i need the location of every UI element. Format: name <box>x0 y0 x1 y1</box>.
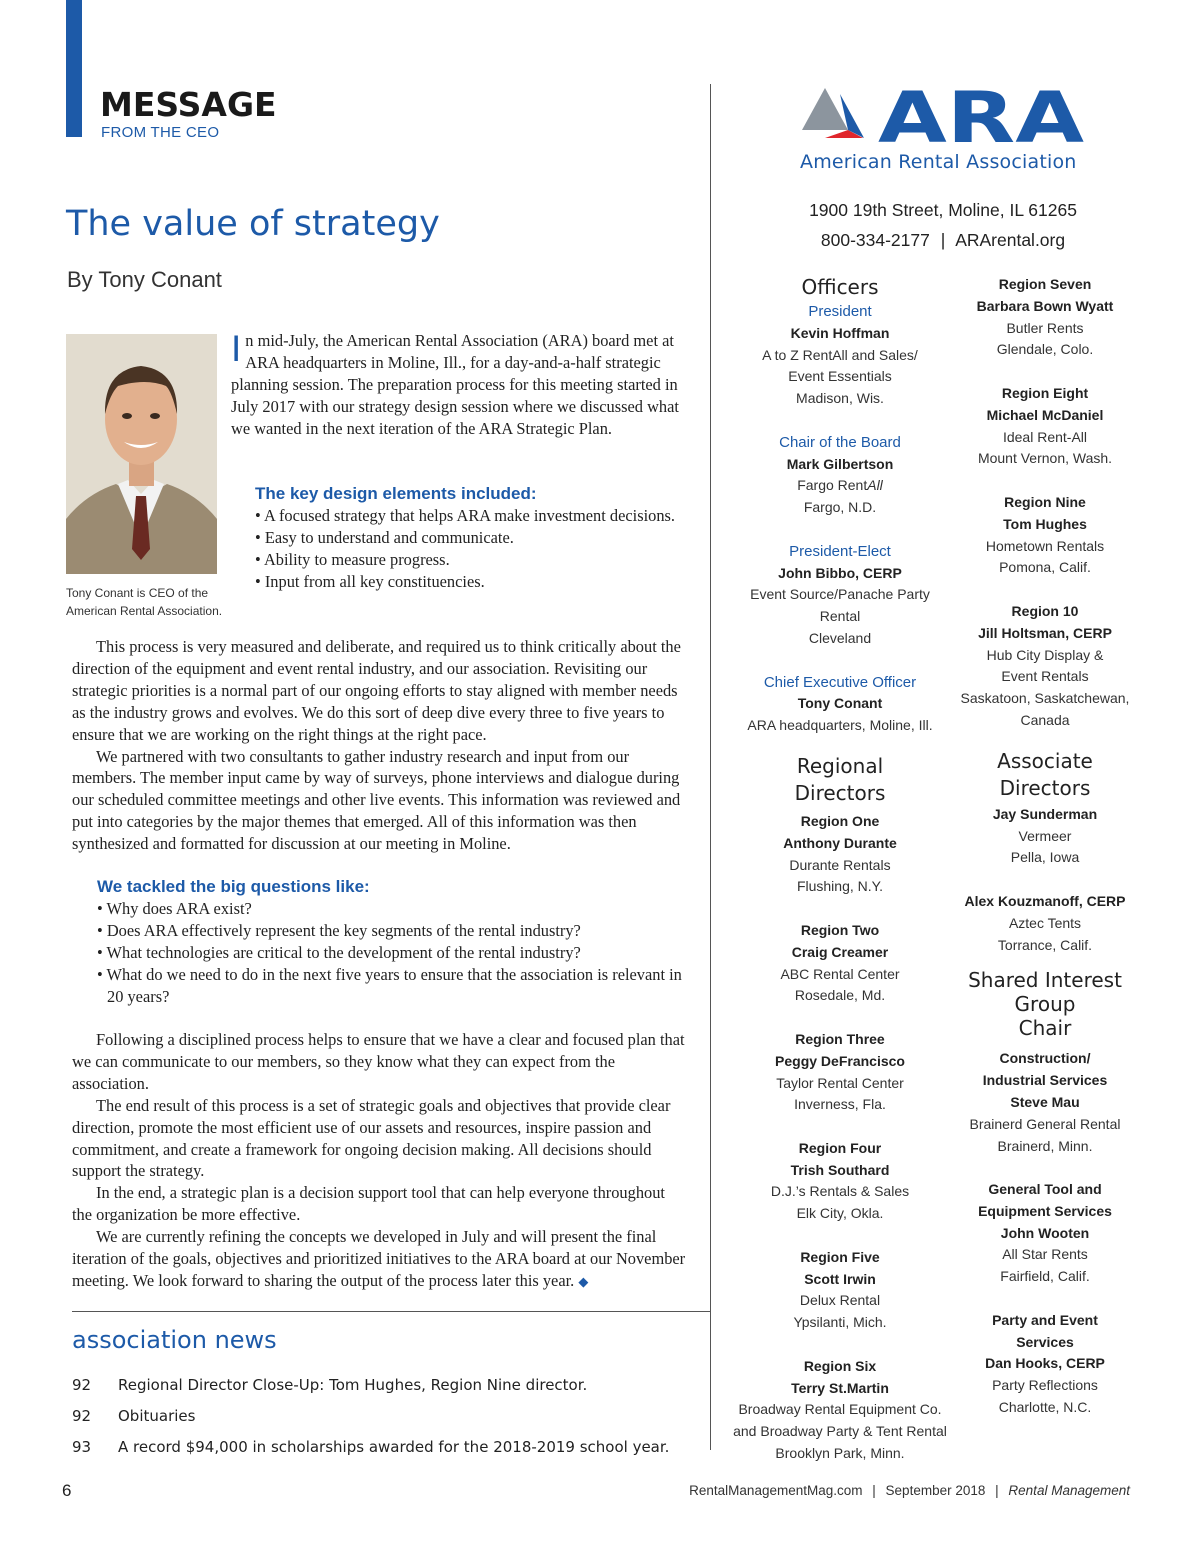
key-elements-list <box>255 505 685 593</box>
director-company: Butler Rents <box>1006 319 1084 336</box>
author-photo <box>66 334 217 574</box>
director-company: Hometown Rentals <box>985 537 1105 554</box>
article-byline: By Tony Conant <box>67 267 222 292</box>
ara-address: 1900 19th Street, Moline, IL 61265 <box>809 200 1077 220</box>
company-part-italic: All <box>867 477 883 494</box>
news-list <box>72 1369 702 1462</box>
director-city: Inverness, Fla. <box>794 1096 886 1113</box>
director-name: Craig Creamer <box>791 943 889 960</box>
logo-triangle-gray <box>802 88 848 130</box>
key-elements-heading: The key design elements included: <box>255 484 537 503</box>
officers-title: Officers <box>801 275 879 299</box>
section-divider <box>72 1311 710 1312</box>
intro-text: n mid-July, the American Rental Association (ARA) board met at ARA headquarters in Moline, Ill., for a day-and-a-half strategic planning session. The preparation process for this meeting started in July 2017 with our strategy design session where we discussed what we wanted in the next iteration of the ARA Strategic Plan. <box>231 331 679 438</box>
sig-city: Brainerd, Minn. <box>997 1137 1093 1154</box>
footer-info <box>689 1483 1130 1498</box>
director-city: Elk City, Okla. <box>796 1205 884 1222</box>
officer-role: Chair of the Board <box>779 433 901 451</box>
sig-title: Chair <box>1018 1016 1072 1041</box>
company-part: Fargo Rent <box>797 477 868 494</box>
director-name: Barbara Bown Wyatt <box>976 297 1114 314</box>
closing-text: We are currently refining the concepts we developed in July and will present the final iteration of the goals, objectives and prioritized initiatives to the ARA board at our November meeting. We look forward to sharing the output of the process later this year. <box>72 1227 686 1290</box>
sig-city: Fairfield, Calif. <box>1000 1268 1090 1285</box>
ara-contact <box>760 230 1126 251</box>
footer-site-link[interactable]: RentalManagementMag.com <box>689 1483 863 1498</box>
body-paragraph: In the end, a strategic plan is a decision support tool that can help everyone throughout the organization be more effective. <box>72 1183 665 1225</box>
sig-group: Equipment Services <box>978 1202 1112 1219</box>
associate-city: Torrance, Calif. <box>997 936 1093 953</box>
region-label: Region Six <box>803 1357 877 1374</box>
footer-magazine: Rental Management <box>1008 1483 1130 1498</box>
officer-role: President <box>808 303 872 320</box>
associate-name: Alex Kouzmanoff, CERP <box>964 892 1126 909</box>
footer-separator: | <box>872 1483 876 1498</box>
associate-company: Vermeer <box>1018 827 1072 844</box>
body-paragraph: We partnered with two consultants to gather industry research and input from our members. The member input came by way of surveys, phone interviews and dialogue during our scheduled committee meetings and other live events. This information was reviewed and put into categories by the major themes that emerged. All of this information was then synthesized and formatted for discussion at our meeting in Moline. <box>72 746 681 854</box>
director-name: Trish Southard <box>790 1161 890 1178</box>
footer-date: September 2018 <box>885 1483 986 1498</box>
region-label: Region Five <box>800 1248 880 1265</box>
director-city: Rosedale, Md. <box>794 987 886 1004</box>
officer-city: Cleveland <box>808 629 872 646</box>
list-item: • Input from all key constituencies. <box>255 571 685 593</box>
sig-chair-name: John Wooten <box>1000 1224 1090 1241</box>
sig-group: Party and Event <box>992 1311 1098 1328</box>
intro-paragraph <box>231 330 681 440</box>
news-item[interactable] <box>72 1431 702 1462</box>
logo-subtitle: American Rental Association <box>800 151 1077 173</box>
associate-name: Jay Sunderman <box>992 805 1098 822</box>
directory-column-left <box>730 274 950 1465</box>
news-page-number: 92 <box>72 1406 92 1425</box>
director-name: Scott Irwin <box>804 1270 876 1287</box>
key-elements-block <box>255 483 685 593</box>
director-name: Tom Hughes <box>1003 515 1087 532</box>
news-title: association news <box>72 1326 277 1354</box>
region-label: Region Eight <box>1001 384 1089 401</box>
officer-role: Chief Executive Officer <box>763 673 917 691</box>
sig-title: Shared Interest <box>968 968 1122 993</box>
sig-chair-name: Steve Mau <box>1010 1093 1080 1110</box>
news-text: Regional Director Close-Up: Tom Hughes, Region Nine director. <box>118 1375 588 1394</box>
region-label: Region Four <box>798 1139 882 1156</box>
news-page-number: 92 <box>72 1375 92 1394</box>
list-item: • Why does ARA exist? <box>97 898 687 920</box>
director-company: Delux Rental <box>799 1292 881 1309</box>
associate-title: Directors <box>999 775 1091 800</box>
officer-name: Kevin Hoffman <box>790 324 890 341</box>
news-item[interactable] <box>72 1400 702 1431</box>
news-text: A record $94,000 in scholarships awarded for the 2018-2019 school year. <box>118 1437 670 1456</box>
director-company: Ideal Rent-All <box>1002 428 1088 445</box>
sig-group: Industrial Services <box>982 1072 1108 1089</box>
photo-caption-line: Tony Conant is CEO of the <box>66 586 209 600</box>
region-label: Region Seven <box>998 276 1092 292</box>
sig-chair-name: Dan Hooks, CERP <box>985 1355 1105 1372</box>
list-item: • Does ARA effectively represent the key segments of the rental industry? <box>97 920 687 942</box>
associate-title: Associate <box>997 748 1093 773</box>
region-label: Region 10 <box>1011 602 1079 619</box>
logo-triangle-blue <box>840 94 864 138</box>
page-number: 6 <box>62 1481 72 1500</box>
director-company: and Broadway Party & Tent Rental <box>733 1423 947 1440</box>
news-item[interactable] <box>72 1369 702 1400</box>
photo-caption-line: American Rental Association. <box>66 604 223 618</box>
questions-heading: We tackled the big questions like: <box>97 877 370 896</box>
body-paragraph: The end result of this process is a set of strategic goals and objectives that provide clear direction, promote the most efficient use of our assets and resources, inspire passion and commitment, and create a framework for ongoing decision making. All decisions should support the strategy. <box>72 1095 671 1181</box>
body-text-1 <box>72 636 686 855</box>
director-name: Michael McDaniel <box>986 406 1104 423</box>
questions-list <box>97 898 687 1008</box>
director-company: D.J.’s Rentals & Sales <box>770 1183 910 1200</box>
end-mark-icon: ◆ <box>578 1273 589 1289</box>
list-item: • What technologies are critical to the development of the rental industry? <box>97 942 687 964</box>
regional-title: Regional <box>796 753 884 778</box>
body-paragraph <box>72 1226 686 1293</box>
director-company: Durante Rentals <box>789 856 891 873</box>
questions-block <box>97 876 687 1008</box>
director-city: Glendale, Colo. <box>996 341 1094 358</box>
officer-name: John Bibbo, CERP <box>778 564 902 581</box>
officer-company: Event Essentials <box>788 368 892 385</box>
director-company: Taylor Rental Center <box>776 1074 904 1091</box>
director-name: Peggy DeFrancisco <box>775 1052 905 1069</box>
header-accent-bar <box>66 0 82 137</box>
body-paragraph: Following a disciplined process helps to ensure that we have a clear and focused plan that we can communicate to our members, so they know what they can expect from the association. <box>72 1030 685 1093</box>
logo-wordmark: ARA <box>878 86 1084 159</box>
director-company: Event Rentals <box>1001 668 1089 685</box>
officer-name: Mark Gilbertson <box>786 455 894 472</box>
sig-group: Construction/ <box>999 1050 1091 1067</box>
region-label: Region Three <box>795 1030 885 1047</box>
article-headline: The value of strategy <box>66 204 440 244</box>
director-city: Saskatoon, Saskatchewan, <box>960 690 1130 707</box>
footer-separator: | <box>995 1483 999 1498</box>
director-name: Terry St.Martin <box>791 1379 889 1396</box>
officer-city: Fargo, N.D. <box>803 499 877 516</box>
officer-city: Madison, Wis. <box>796 390 884 407</box>
directory-column-right <box>955 274 1135 1419</box>
officer-company: A to Z RentAll and Sales/ <box>762 346 918 363</box>
column-divider <box>710 84 711 1450</box>
director-company: ABC Rental Center <box>780 965 900 982</box>
director-city: Flushing, N.Y. <box>796 878 884 895</box>
sig-company: Party Reflections <box>992 1377 1098 1394</box>
drop-cap: I <box>231 328 242 369</box>
director-city: Mount Vernon, Wash. <box>977 450 1113 467</box>
portrait-illustration <box>66 334 217 574</box>
director-city: Brooklyn Park, Minn. <box>775 1445 905 1462</box>
director-company: Hub City Display & <box>986 646 1104 663</box>
director-city: Canada <box>1020 711 1070 728</box>
officer-company: Event Source/Panache Party Rental <box>750 586 930 625</box>
sig-title: Group <box>1014 992 1076 1017</box>
director-name: Jill Holtsman, CERP <box>978 624 1112 641</box>
region-label: Region Nine <box>1004 493 1086 510</box>
list-item: • A focused strategy that helps ARA make investment decisions. <box>255 505 685 527</box>
list-item: • Easy to understand and communicate. <box>255 527 685 549</box>
ara-website-link[interactable]: ARArental.org <box>955 230 1066 250</box>
officer-company <box>730 475 950 497</box>
section-title: MESSAGE <box>100 85 277 124</box>
sig-group: General Tool and <box>988 1181 1102 1198</box>
officer-role: President-Elect <box>789 542 891 560</box>
officer-company: ARA headquarters, Moline, Ill. <box>747 717 933 734</box>
ara-phone: 800-334-2177 <box>820 230 930 250</box>
body-paragraph: This process is very measured and deliberate, and required us to think critically about the direction of the equipment and event rental industry, and our association. Revisiting our strategic priorities is a normal part of our ongoing efforts to stay aligned with member needs as the industry grows and evolves. We do this sort of deep dive every three to five years to ensure that we are working on the right things at the right pace. <box>72 637 681 744</box>
sig-city: Charlotte, N.C. <box>998 1399 1092 1416</box>
associate-company: Aztec Tents <box>1008 914 1082 931</box>
director-name: Anthony Durante <box>783 834 897 851</box>
list-item: • Ability to measure progress. <box>255 549 685 571</box>
photo-caption <box>66 584 226 620</box>
news-text: Obituaries <box>118 1406 196 1425</box>
director-company: Broadway Rental Equipment Co. <box>738 1401 942 1418</box>
director-city: Ypsilanti, Mich. <box>793 1314 887 1331</box>
sig-group: Services <box>1016 1333 1074 1350</box>
director-city: Pomona, Calif. <box>999 559 1091 576</box>
region-label: Region One <box>800 812 880 829</box>
associate-city: Pella, Iowa <box>1010 849 1080 866</box>
contact-separator: | <box>940 230 946 250</box>
region-label: Region Two <box>800 921 880 938</box>
regional-title: Directors <box>794 780 886 805</box>
officer-name: Tony Conant <box>797 695 883 712</box>
section-subtitle: FROM THE CEO <box>101 124 220 141</box>
sig-company: Brainerd General Rental <box>969 1115 1121 1132</box>
body-text-2 <box>72 1029 686 1293</box>
sig-company: All Star Rents <box>1002 1246 1088 1263</box>
news-page-number: 93 <box>72 1437 92 1456</box>
list-item: • What do we need to do in the next five years to ensure that the association is relevant in 20 years? <box>97 964 687 1008</box>
